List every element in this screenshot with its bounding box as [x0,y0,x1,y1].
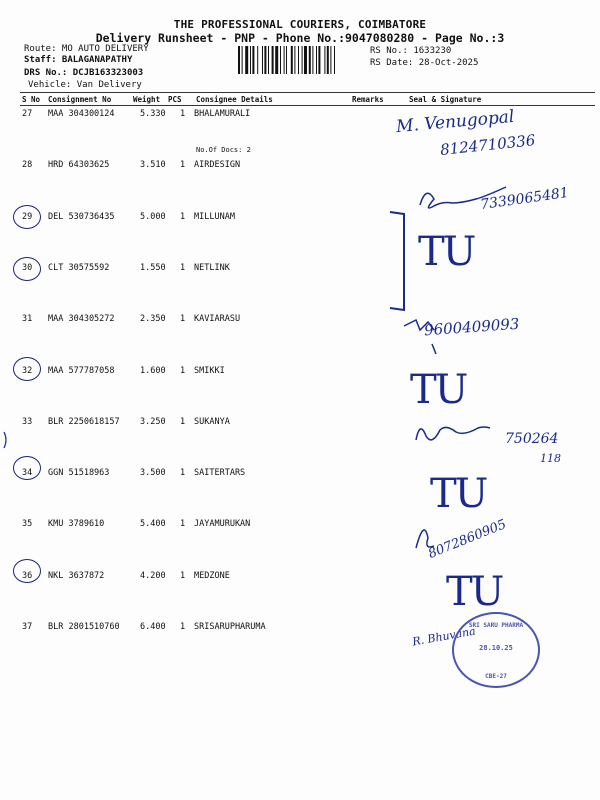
tu-mark-36: TU [446,569,503,615]
signature-phone-2: 7339065481 [479,184,570,214]
table-row [0,366,600,417]
col-consignee: Consignee Details [196,95,273,104]
row-consignee: SMIKKI [194,365,225,376]
row-consignment: NKL 3637872 [48,570,105,581]
signature-phone-4-extra: 118 [540,452,561,465]
row-consignee: SRISARUPHARUMA [194,622,266,632]
row-pcs: 1 [180,416,186,427]
col-seal-signature: Seal & Signature [409,95,482,104]
col-consignment: Consignment No [48,95,112,104]
company-name: THE PROFESSIONAL COURIERS, COIMBATORE [173,18,427,31]
tu-mark-32: TU [410,367,467,413]
row-weight: 5.330 [140,109,166,119]
row-weight: 3.500 [140,468,166,479]
header-rule-bottom [20,105,595,106]
row-sno: 33 [22,416,33,427]
company-seal [452,612,540,688]
circle-mark-34 [13,456,41,480]
row-sno: 37 [22,622,33,632]
row-pcs: 1 [180,160,186,171]
row-weight: 1.550 [140,262,166,273]
rs-number: RS No.: 1633230 [370,46,452,56]
row-weight: 6.400 [140,622,166,632]
circle-mark-36 [13,559,41,583]
row-consignee: AIRDESIGN [194,160,241,171]
row-pcs: 1 [180,365,186,376]
signature-bhuvana: R. Bhuvana [411,624,477,649]
signature-venugopal: M. Venugopal [395,106,516,138]
barcode [238,46,366,74]
runsheet-title: Delivery Runsheet - PNP - Phone No.:9047080280 - Page No.:3 [95,31,505,45]
table-row [0,519,600,570]
vehicle-label: Vehicle: Van Delivery [28,80,142,90]
row-pcs: 1 [180,262,186,273]
signature-phone-1: 8124710336 [439,131,537,159]
col-remarks: Remarks [352,95,384,104]
row-weight: 4.200 [140,570,166,581]
row-consignee: NETLINK [194,262,230,273]
row-weight: 5.400 [140,519,166,530]
row-consignee: JAYAMURUKAN [194,519,251,530]
table-row [0,468,600,519]
staff-label: Staff: BALAGANAPATHY [24,55,133,65]
row-consignment: BLR 2250618157 [48,416,120,427]
row-consignee: MILLUNAM [194,211,235,222]
docs-note: No.Of Docs: 2 [196,146,251,154]
drs-number: DRS No.: DCJB163323003 [24,68,144,78]
row-consignee: MEDZONE [194,570,230,581]
row-consignment: MAA 304300124 [48,109,115,119]
circle-mark-29 [13,205,41,229]
row-pcs: 1 [180,519,186,530]
row-consignment: MAA 577787058 [48,365,115,376]
row-sno: 27 [22,109,33,119]
row-pcs: 1 [180,570,186,581]
col-sno: S No [22,95,41,104]
row-pcs: 1 [180,468,186,479]
row-pcs: 1 [180,109,186,119]
row-sno: 31 [22,314,33,325]
signature-phone-5: 8072860905 [426,517,509,562]
row-consignment: KMU 3789610 [48,519,105,530]
row-consignment: MAA 304305272 [48,314,115,325]
row-consignment: DEL 530736435 [48,211,115,222]
seal-bottom-text: CBE-27 [485,673,507,680]
tu-mark-30: TU [418,229,475,275]
row-consignee: SAITERTARS [194,468,246,479]
row-consignee: KAVIARASU [194,314,241,325]
row-pcs: 1 [180,211,186,222]
row-sno: 32 [22,365,33,376]
seal-date: 28.10.25 [479,644,513,652]
row-sno: 36 [22,570,33,581]
col-weight: Weight [133,95,161,104]
row-weight: 1.600 [140,365,166,376]
row-sno: 35 [22,519,33,530]
row-weight: 3.250 [140,416,166,427]
table-row [0,212,600,263]
signature-phone-4: 750264 [505,431,559,447]
row-consignee: SUKANYA [194,416,230,427]
seal-top-text: SRI SARU PHARMA [468,622,524,629]
row-consignment: BLR 2801510760 [48,622,120,632]
row-sno: 29 [22,211,33,222]
col-pcs: PCS [168,95,182,104]
circle-mark-32 [13,357,41,381]
table-row [0,263,600,314]
header-rule-top [20,92,595,93]
row-sno: 30 [22,262,33,273]
route-label: Route: MO AUTO DELIVERY [24,44,149,54]
tu-mark-34: TU [430,471,487,517]
row-consignment: GGN 51518963 [48,468,110,479]
row-consignee: BHALAMURALI [194,109,251,119]
signature-phone-3: 9600409093 [423,314,520,340]
row-pcs: 1 [180,314,186,325]
circle-mark-30 [13,257,41,281]
row-consignment: CLT 30575592 [48,262,110,273]
row-weight: 5.000 [140,211,166,222]
row-consignment: HRD 64303625 [48,160,110,171]
row-sno: 28 [22,160,33,171]
row-pcs: 1 [180,622,186,632]
row-sno: 34 [22,468,33,479]
row-weight: 3.510 [140,160,166,171]
rs-date: RS Date: 28-Oct-2025 [370,58,479,68]
row-weight: 2.350 [140,314,166,325]
